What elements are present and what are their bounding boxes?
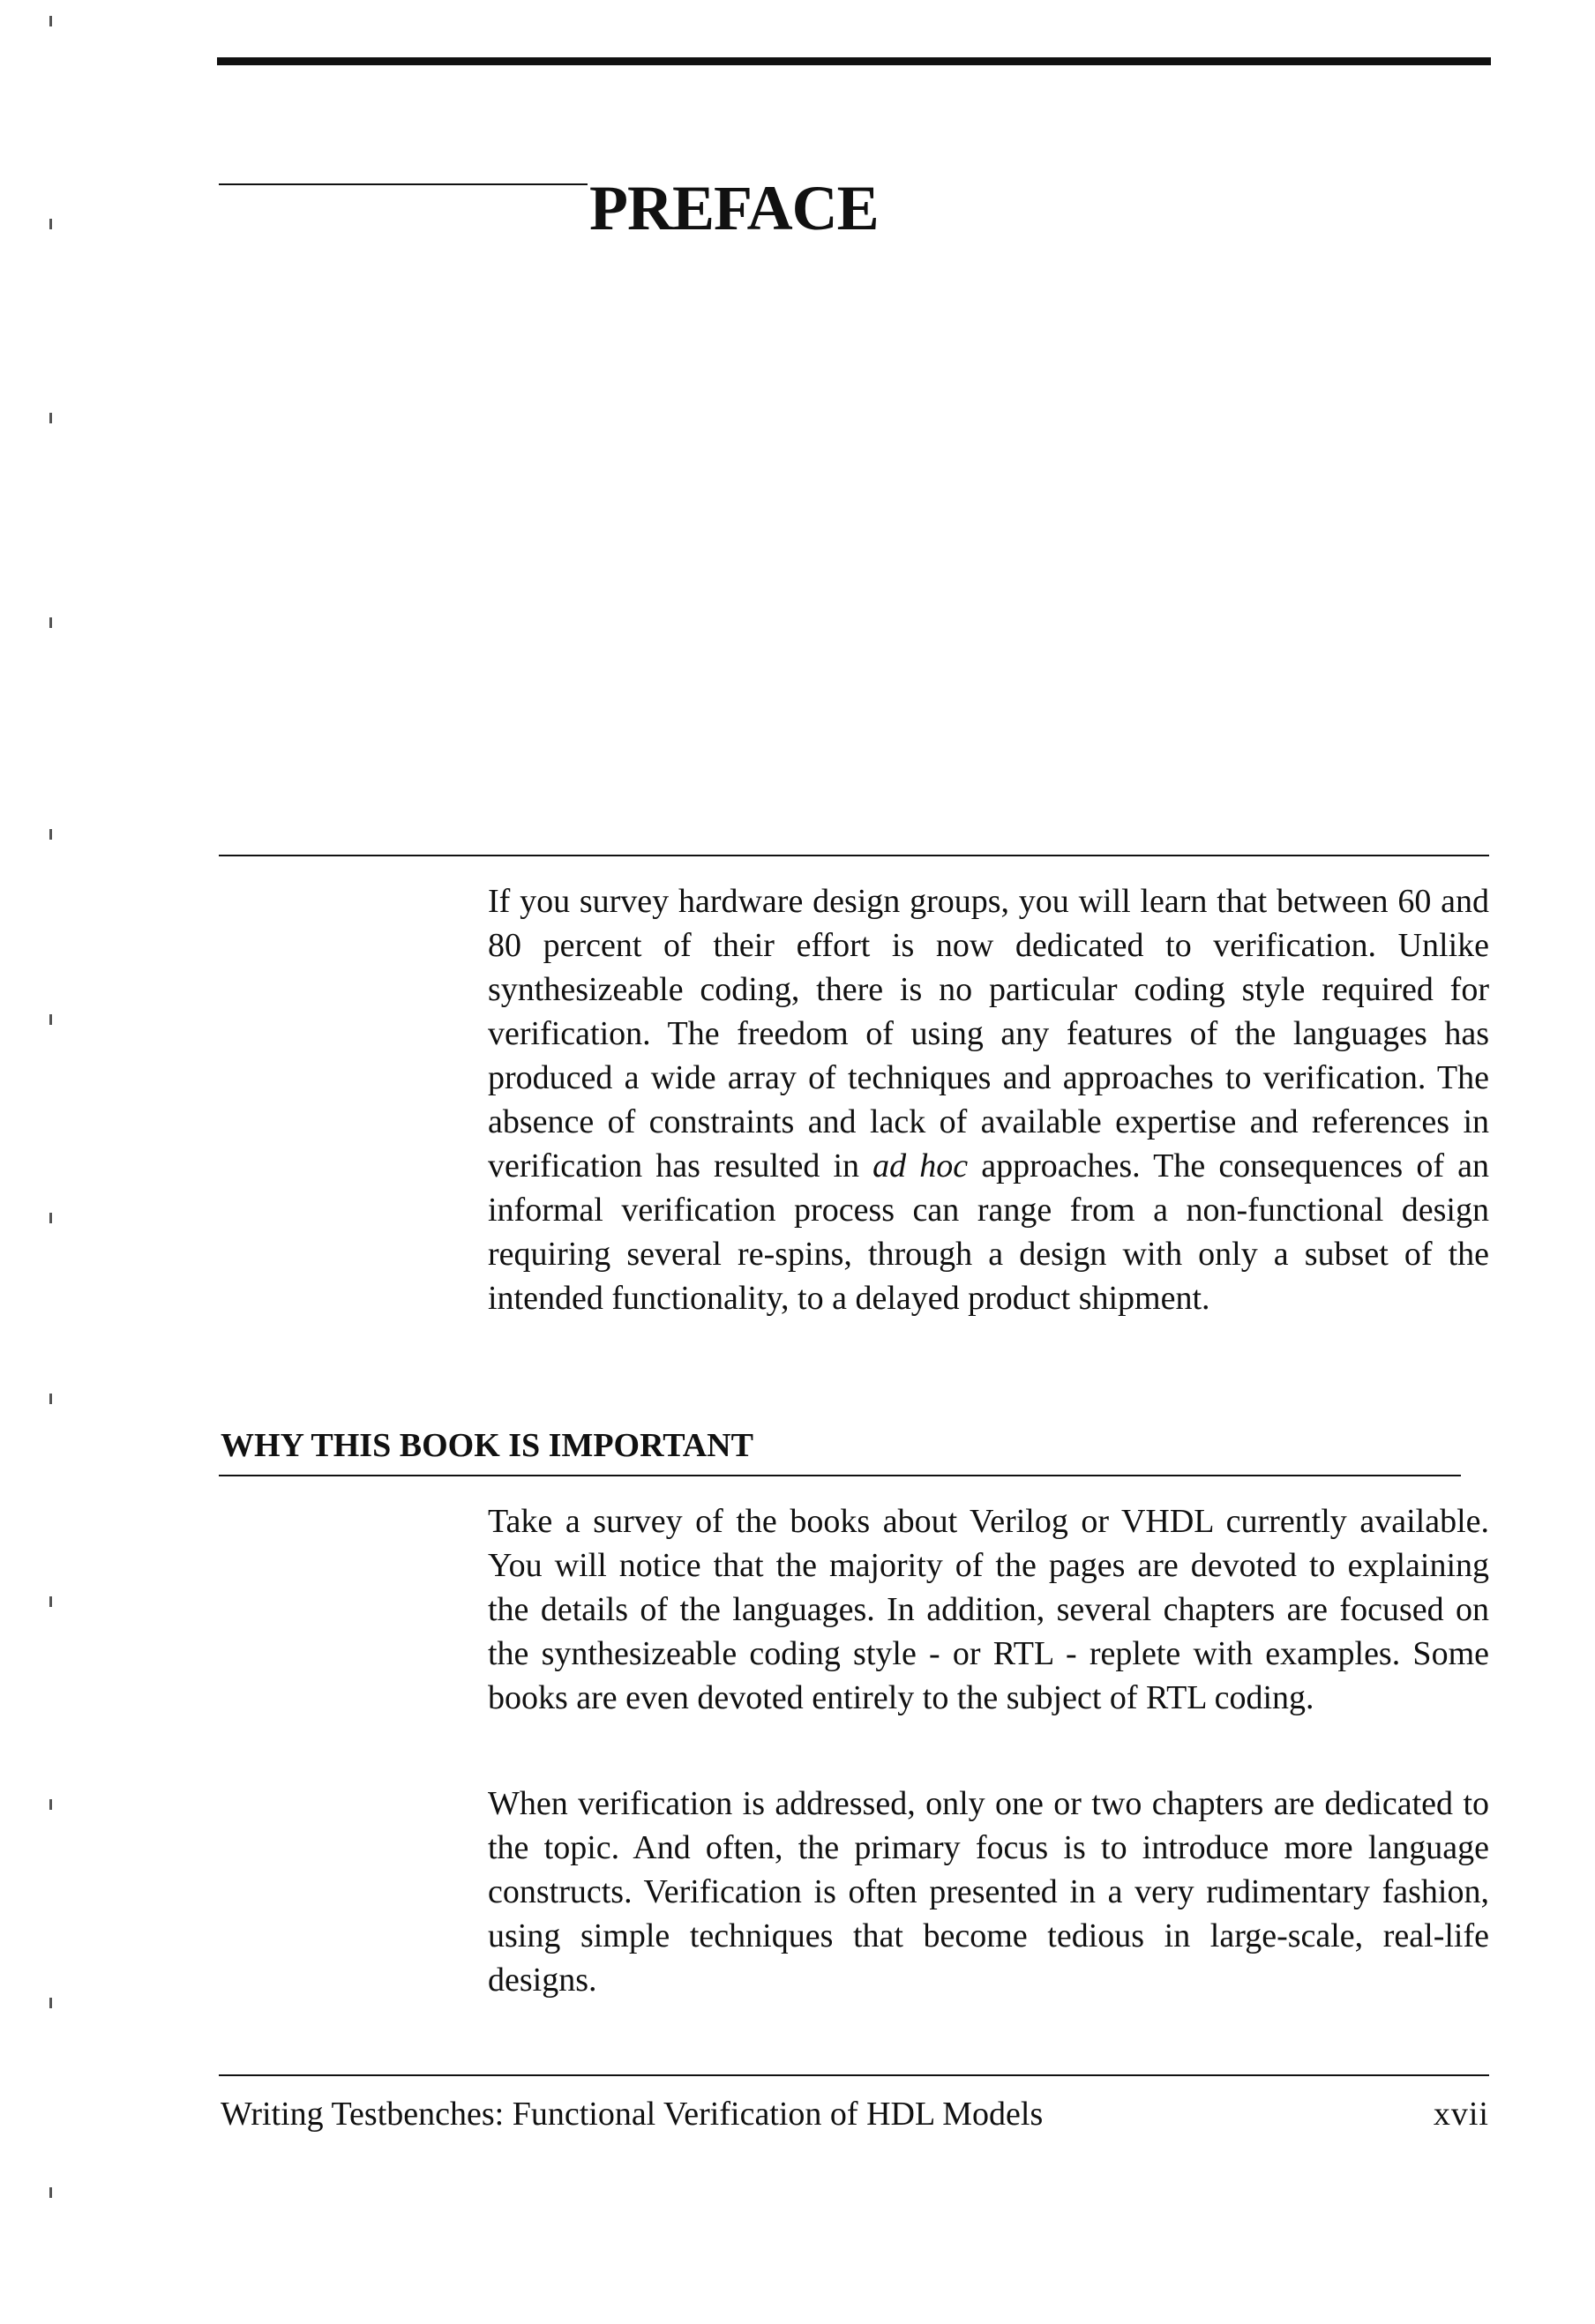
scan-mark	[49, 219, 52, 229]
footer-book-title: Writing Testbenches: Functional Verification of HDL Models	[221, 2096, 1044, 2133]
scan-mark	[49, 1799, 52, 1810]
scan-mark	[49, 1014, 52, 1025]
top-rule	[217, 57, 1491, 65]
chapter-title: PREFACE	[589, 173, 879, 243]
intro-text-start: If you survey hardware design groups, you will learn that between 60 and 80 percent of their effort is now dedicated to verification. Unlike synthesizeable coding, there is no particular coding style required for verification. The freedom of using any features of the languages has produced a wide array of techniques and approaches to verification. The absence of constraints and lack of available expertise and references in verification has resulted in	[488, 883, 1489, 1184]
section-heading: WHY THIS BOOK IS IMPORTANT	[221, 1427, 753, 1464]
scan-mark	[49, 617, 52, 628]
scan-mark	[49, 1394, 52, 1404]
intro-rule	[219, 855, 1489, 856]
scan-mark	[49, 413, 52, 423]
section-heading-rule	[219, 1475, 1461, 1476]
scan-mark	[49, 1596, 52, 1607]
scan-mark	[49, 1213, 52, 1223]
scan-mark	[49, 16, 52, 26]
intro-text-end: approaches. The consequences of an informal verification process can range from a non-functional design requiring several re-spins, through a design with only a subset of the intended functionality, to a delayed product shipment.	[488, 1147, 1489, 1317]
footer-rule	[219, 2074, 1489, 2076]
scan-margin-marks	[44, 0, 62, 2324]
page-number: xvii	[1433, 2096, 1489, 2133]
scan-mark	[49, 2187, 52, 2198]
section-paragraph-1: Take a survey of the books about Verilog or VHDL currently available. You will notice that the majority of the pages are devoted to explaining the details of the languages. In addition, several chapters are focused on the synthesizeable coding style - or RTL - replete with examples. Some books are even devoted entirely to the subject of RTL coding.	[488, 1503, 1489, 1716]
scan-mark	[49, 829, 52, 840]
scan-mark	[49, 1998, 52, 2008]
intro-paragraph	[488, 879, 1489, 1320]
section-paragraph-2: When verification is addressed, only one or two chapters are dedicated to the topic. And often, the primary focus is to introduce more language constructs. Verification is often presented in a very rudimentary fashion, using simple techniques that become tedious in large-scale, real-life designs.	[488, 1785, 1489, 1999]
intro-italic-phrase: ad hoc	[872, 1147, 969, 1184]
title-rule	[219, 183, 588, 185]
